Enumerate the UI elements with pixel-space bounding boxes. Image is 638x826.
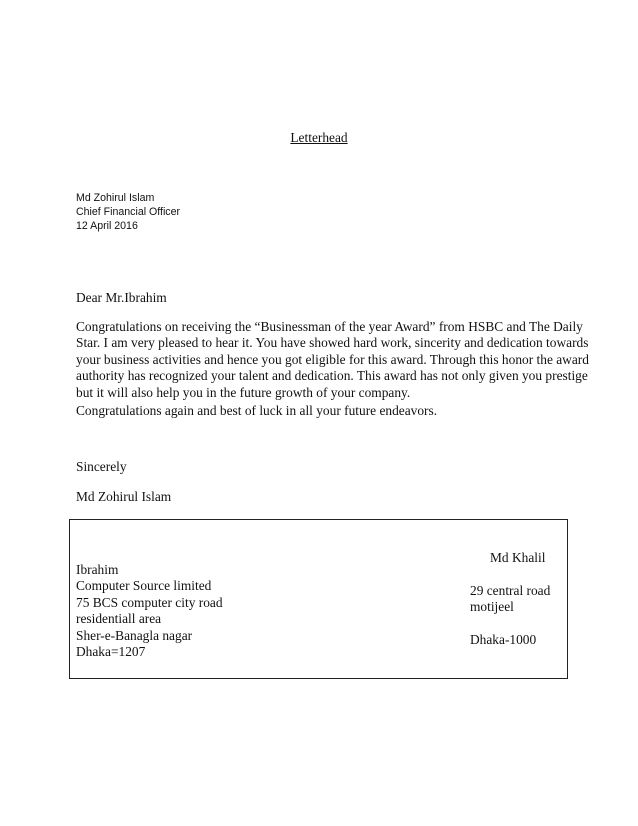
- sender-address-line: 29 central road: [470, 582, 551, 598]
- letter-date: 12 April 2016: [76, 220, 138, 232]
- body-line: Star. I am very pleased to hear it. You have showed hard work, sincerity and dedication towards: [76, 335, 589, 351]
- body-paragraph-1: [76, 319, 589, 401]
- sender-name: Md Zohirul Islam: [76, 192, 155, 204]
- signature-name: Md Zohirul Islam: [76, 489, 172, 504]
- recipient-name: Ibrahim: [76, 562, 119, 577]
- body-line: authority has recognized your talent and dedication. This award has not only given you prestige: [76, 368, 588, 384]
- closing: Sincerely: [76, 459, 127, 474]
- letterhead-heading: Letterhead: [290, 130, 348, 145]
- sender-address: [470, 550, 560, 648]
- recipient-company: Computer Source limited: [76, 578, 212, 594]
- recipient-address: [76, 562, 223, 660]
- address-box: [69, 519, 568, 679]
- body-line: Congratulations on receiving the “Businessman of the year Award” from HSBC and The Daily: [76, 319, 583, 334]
- sender-title: Chief Financial Officer: [76, 206, 181, 218]
- body-line: your business activities and hence you got eligible for this award. Through this honor the award: [76, 351, 589, 367]
- sender-address-line: motijeel: [470, 599, 514, 615]
- recipient-address-line: Dhaka=1207: [76, 644, 146, 660]
- sender-address-name: Md Khalil: [490, 550, 546, 565]
- recipient-address-line: residentiall area: [76, 611, 162, 627]
- body-line: but it will also help you in the future growth of your company.: [76, 384, 411, 400]
- recipient-address-line: Sher-e-Banagla nagar: [76, 627, 193, 643]
- sender-address-line: Dhaka-1000: [470, 632, 537, 647]
- recipient-address-line: 75 BCS computer city road: [76, 594, 223, 610]
- sender-block: [76, 191, 180, 233]
- greeting: Dear Mr.Ibrahim: [76, 290, 167, 305]
- body-paragraph-2: Congratulations again and best of luck in all your future endeavors.: [76, 403, 438, 418]
